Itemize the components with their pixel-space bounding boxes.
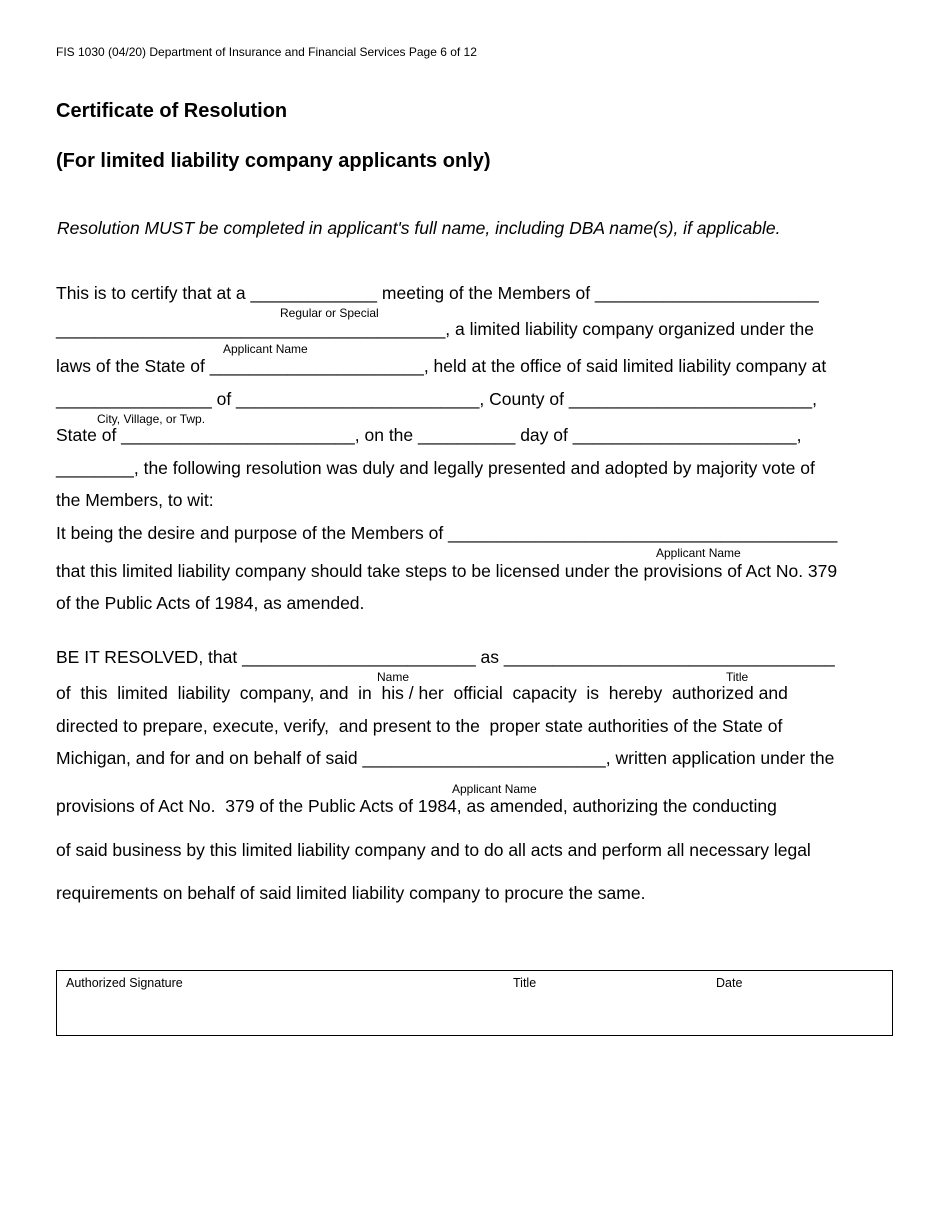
caption-title: Title [726, 670, 749, 684]
form-header: FIS 1030 (04/20) Department of Insurance and Financial Services Page 6 of 12 [56, 45, 477, 59]
instruction-text: Resolution MUST be completed in applicant's full name, including DBA name(s), if applicable. [57, 218, 781, 238]
body-line-9: that this limited liability company should take steps to be licensed under the provisions of Act No. 379 [56, 561, 838, 581]
signature-box[interactable] [56, 970, 893, 1036]
body-line-15: provisions of Act No. 379 of the Public Acts of 1984, as amended, authorizing the conducting [56, 796, 777, 816]
body-line-2: ________________________________________, a limited liability company organized under the [56, 319, 814, 339]
body-line-12: of this limited liability company, and in his / her official capacity is hereby authorized and [56, 683, 788, 703]
caption-meeting-type: Regular or Special [280, 306, 379, 320]
body-line-11: BE IT RESOLVED, that ________________________ as __________________________________ [56, 647, 835, 667]
caption-applicant-name: Applicant Name [223, 342, 308, 356]
page-subtitle: (For limited liability company applicants only) [56, 150, 491, 172]
body-line-6: ________, the following resolution was duly and legally presented and adopted by majority vote of [56, 458, 815, 478]
date-label: Date [716, 976, 743, 990]
body-line-13: directed to prepare, execute, verify, and present to the proper state authorities of the State of [56, 716, 783, 736]
page-title: Certificate of Resolution [56, 100, 288, 122]
body-line-3: laws of the State of ______________________, held at the office of said limited liability company at [56, 356, 827, 376]
body-line-1: This is to certify that at a _____________ meeting of the Members of _______________________ [56, 283, 819, 303]
caption-city: City, Village, or Twp. [97, 412, 206, 426]
caption-name: Name [377, 670, 410, 684]
body-line-17: requirements on behalf of said limited liability company to procure the same. [56, 883, 646, 903]
body-line-16: of said business by this limited liability company and to do all acts and perform all necessary legal [56, 840, 811, 860]
body-line-10: of the Public Acts of 1984, as amended. [56, 593, 365, 613]
body-line-7: the Members, to wit: [56, 490, 214, 510]
body-line-14: Michigan, and for and on behalf of said _________________________, written application under the [56, 748, 835, 768]
body-line-8: It being the desire and purpose of the Members of ________________________________________ [56, 523, 838, 543]
body-line-5: State of ________________________, on the __________ day of _______________________, [56, 425, 802, 445]
caption-applicant-name: Applicant Name [656, 546, 741, 560]
body-line-4: ________________ of _________________________, County of _________________________, [56, 389, 818, 409]
caption-applicant-name: Applicant Name [452, 782, 537, 796]
title-label: Title [513, 976, 537, 990]
authorized-signature-label: Authorized Signature [66, 976, 183, 990]
